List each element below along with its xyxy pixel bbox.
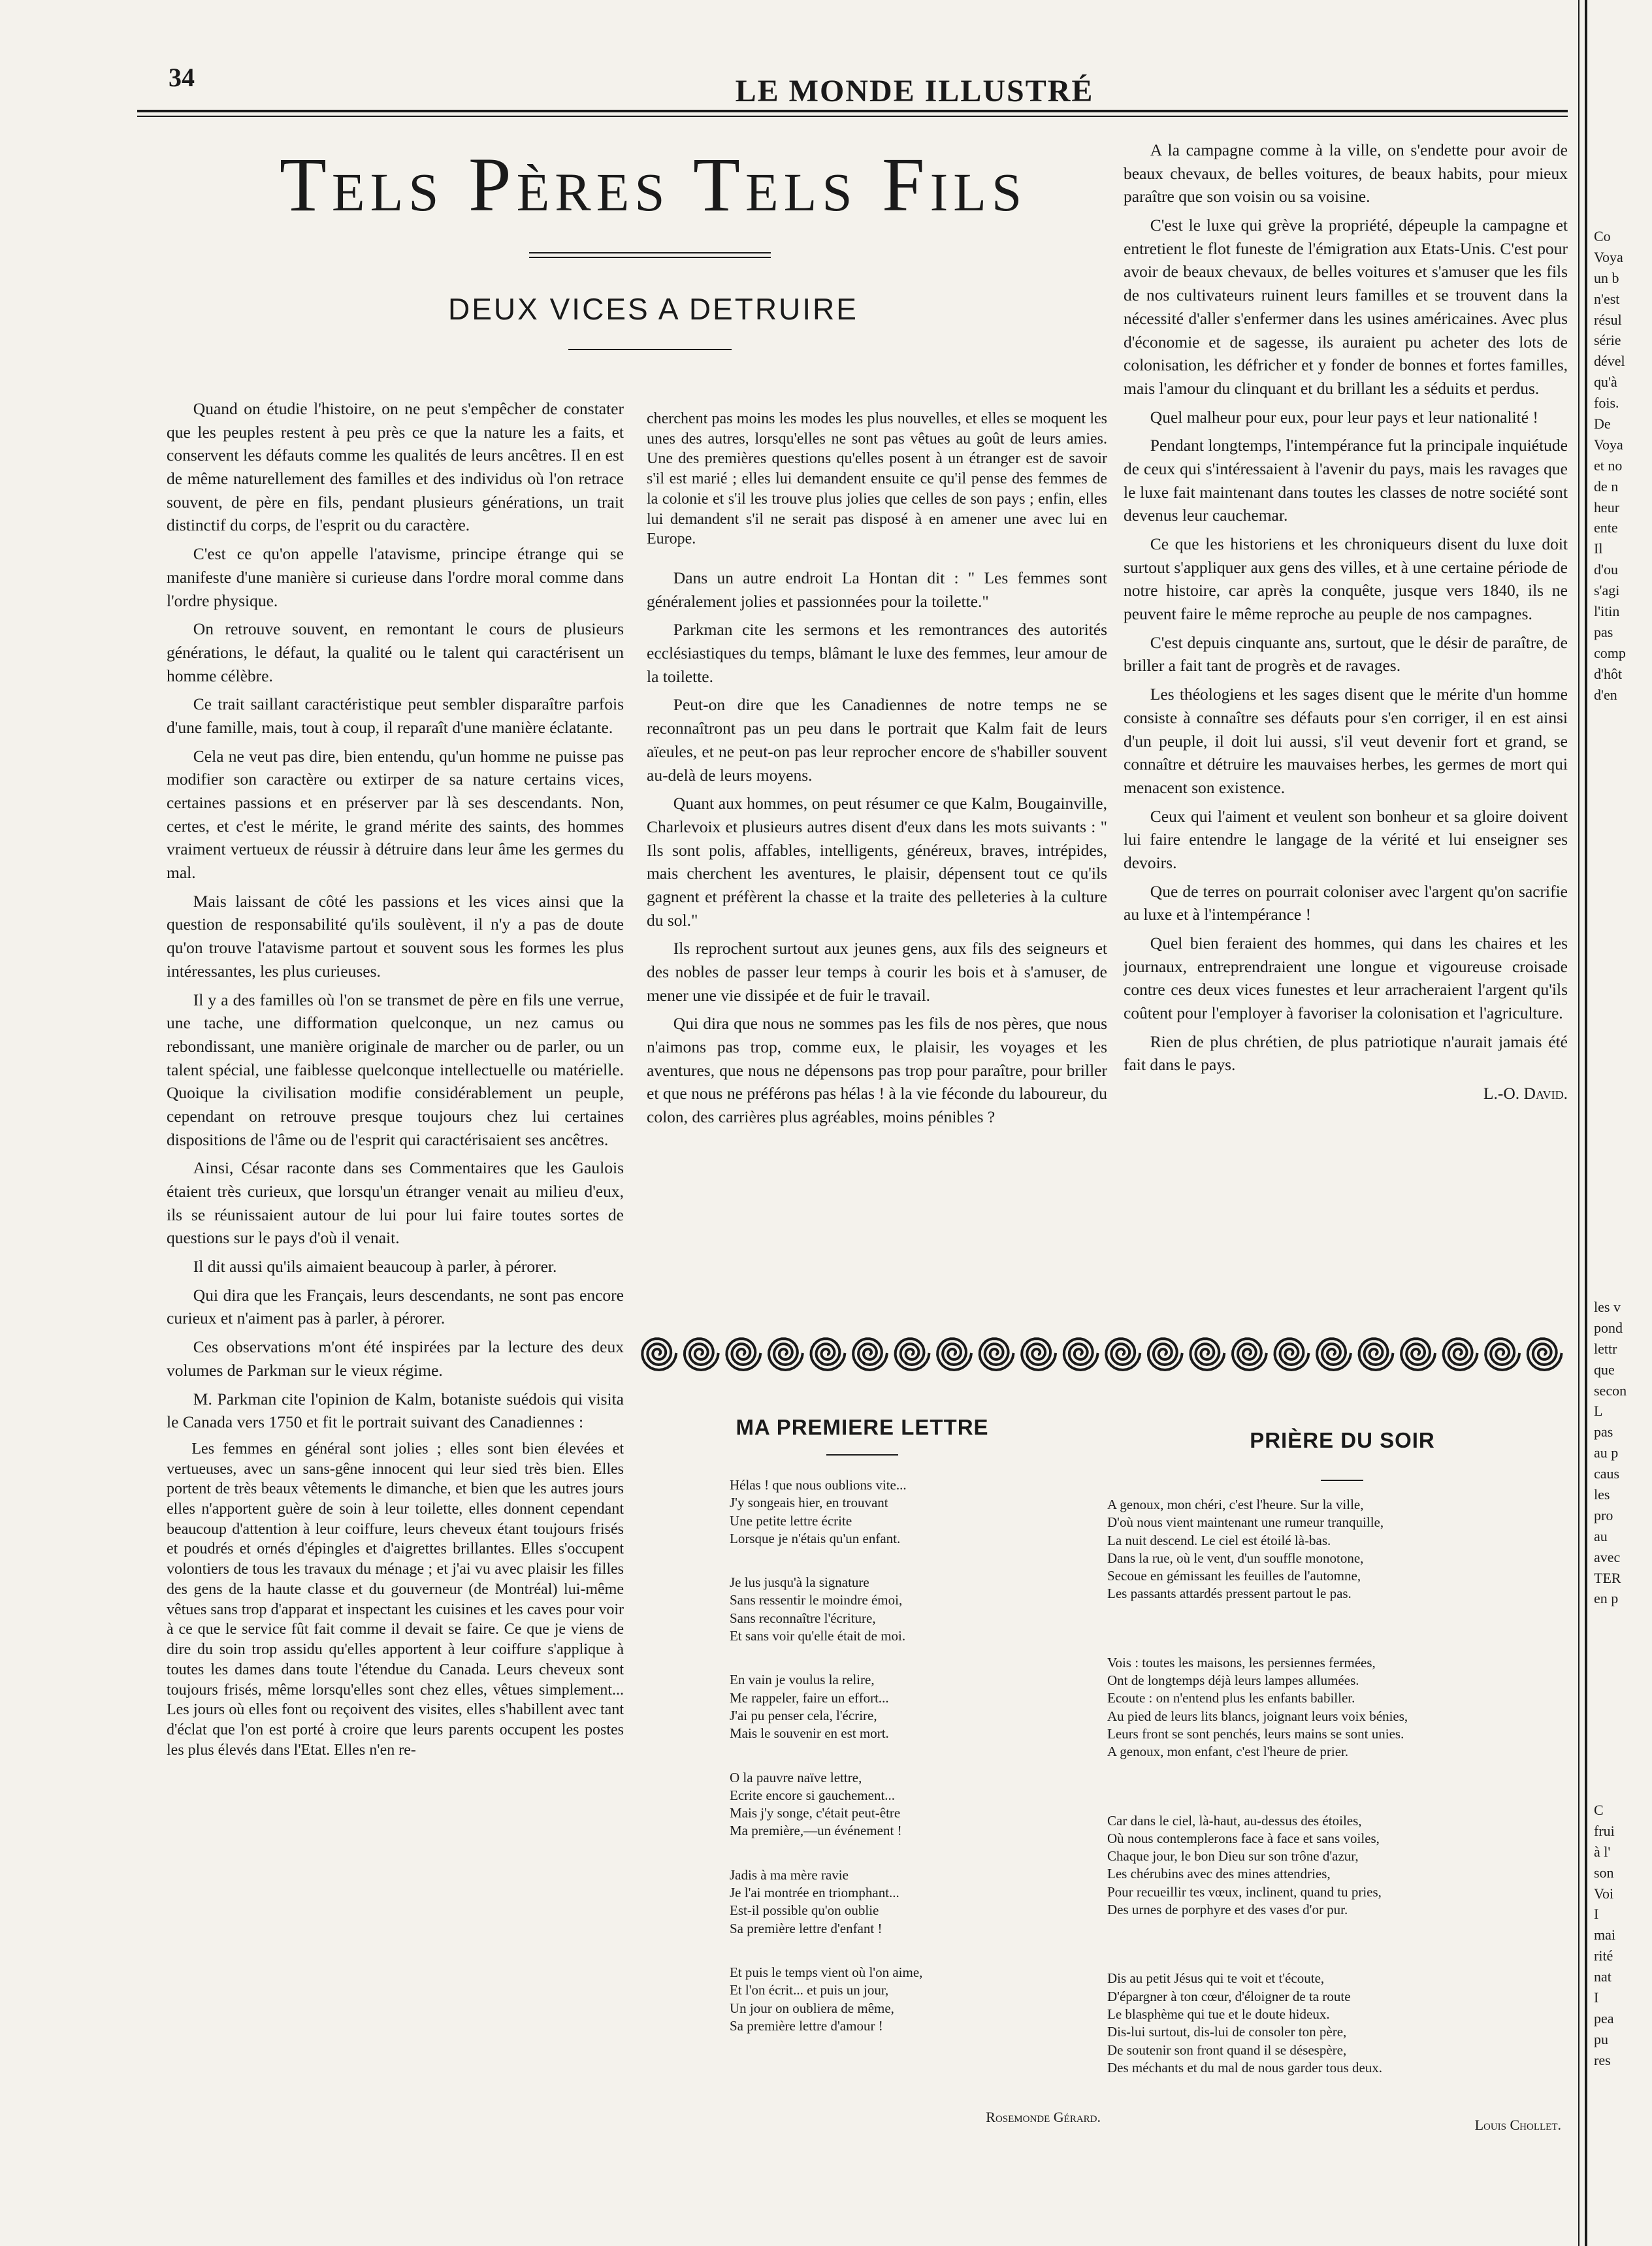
poem-line: Vois : toutes les maisons, les persiennes fermées, bbox=[1107, 1654, 1376, 1670]
poem-stanza bbox=[1107, 1812, 1564, 1919]
poem-line: Hélas ! que nous oublions vite... bbox=[730, 1477, 907, 1493]
edge-text-fragment: L bbox=[1594, 1403, 1603, 1420]
edge-text-fragment: nat bbox=[1594, 1968, 1612, 1985]
paragraph: Peut-on dire que les Canadiennes de notre temps ne se reconnaîtront pas un peu dans le portrait que Kalm fait de leurs aïeules, et ne peut-on pas leur reprocher encore de s'habiller souvent au-delà de leurs moyens. bbox=[647, 695, 1107, 785]
poem-stanza bbox=[730, 1574, 1122, 1645]
edge-text-fragment: Co bbox=[1594, 228, 1611, 244]
edge-text-fragment: De bbox=[1594, 415, 1611, 432]
poem-line: Sa première lettre d'enfant ! bbox=[730, 1920, 883, 1936]
edge-text-fragment: Voya bbox=[1594, 436, 1623, 453]
poem-title-rule bbox=[826, 1454, 898, 1456]
paragraph: Ce trait saillant caractéristique peut sembler disparaître parfois d'une famille, mais, tout à coup, il reparaît d'une manière éclatante. bbox=[167, 694, 624, 737]
spiral-motif bbox=[1528, 1339, 1562, 1370]
spiral-motif bbox=[1233, 1339, 1267, 1370]
poem-line: Une petite lettre écrite bbox=[730, 1512, 852, 1529]
poem-body bbox=[1107, 1496, 1564, 2103]
poem-author: Louis Chollet. bbox=[1474, 2117, 1561, 2133]
edge-text-fragment: pu bbox=[1594, 2030, 1608, 2047]
poem-line: A genoux, mon enfant, c'est l'heure de prier. bbox=[1107, 1744, 1349, 1760]
spiral-motif bbox=[726, 1339, 760, 1370]
edge-text-fragment: Voi bbox=[1594, 1885, 1614, 1902]
poem-line: Sans ressentir le moindre émoi, bbox=[730, 1592, 903, 1608]
edge-text-fragment: d'hôt bbox=[1594, 665, 1623, 682]
paragraph: Cela ne veut pas dire, bien entendu, qu'un homme ne puisse pas modifier son caractère ou extirper de sa nature certains vices, certaines passions et en préserver par là ses descendants. Non, certes, et c'est le mérite, le grand mérite des saints, des hommes vraiment vertueux de réussir à détruire dans leur âme les germes du mal. bbox=[167, 746, 624, 883]
edge-text-fragment: les v bbox=[1594, 1299, 1621, 1315]
paragraph: Quant aux hommes, on peut résumer ce que Kalm, Bougainville, Charlevoix et plusieurs autres disent d'eux dans les mots suivants : " Ils sont polis, affables, intelligents, généreux, braves, intrépides, mais cherchent les aventures, le plaisir, dépensent tout ce qu'ils gagnent et préfèrent la chasse et la traite des pelleteries à la culture du sol." bbox=[647, 794, 1107, 930]
poem-line: Je lus jusqu'à la signature bbox=[730, 1574, 869, 1591]
edge-text-fragment: qu'à bbox=[1594, 374, 1617, 391]
edge-text-fragment: secon bbox=[1594, 1382, 1627, 1399]
paragraph: Ces observations m'ont été inspirées par la lecture des deux volumes de Parkman sur le vieux régime. bbox=[167, 1337, 624, 1380]
paragraph: Qui dira que nous ne sommes pas les fils de nos pères, que nous n'aimons pas trop, comme eux, le plaisir, les voyages et les aventures, que nous ne dépensons pas trop pour paraître, pour briller et que nous ne préférons pas hélas ! à la vie féconde du laboureur, du colon, des carrières plus agréables, moins pénibles ? bbox=[647, 1014, 1107, 1127]
poem-line: Me rappeler, faire un effort... bbox=[730, 1689, 889, 1706]
edge-text-fragment: TER bbox=[1594, 1569, 1621, 1586]
edge-text-fragment: avec bbox=[1594, 1548, 1621, 1565]
poem-line: Les chérubins avec des mines attendries, bbox=[1107, 1866, 1331, 1882]
paragraph: Quand on étudie l'histoire, on ne peut s'empêcher de constater que les peuples restent à peu près ce que la nature les a faits, et conservent les défauts comme les qualités de leurs ancêtres. Il en est de même naturellement des familles et des individus où l'on retrace souvent, de père en fils, pendant plusieurs générations, un trait distinctif du corps, de l'esprit ou du caractère. bbox=[167, 399, 624, 535]
spiral-motif bbox=[769, 1339, 803, 1370]
poem-line: Sans reconnaître l'écriture, bbox=[730, 1610, 876, 1626]
poem-line: D'où nous vient maintenant une rumeur tranquille, bbox=[1107, 1514, 1384, 1531]
paragraph: C'est le luxe qui grève la propriété, dépeuple la campagne et entretient le flot funeste de l'émigration aux Etats-Unis. C'est pour avoir de beaux chevaux, de belles voitures et s'amuser que les fils de nos cultivateurs ruinent leurs familles et se trouvent dans la nécessité d'aller s'enfermer dans les usines américaines. Avec plus d'économie et de sagesse, ils auraient pu acheter des lots de colonisation, les défricher et y fonder de bonnes et fortes familles, mais l'amour du clinquant et du brillant les a séduits et perdus. bbox=[1124, 216, 1568, 398]
edge-text-fragment: fois. bbox=[1594, 395, 1619, 412]
poem-line: En vain je voulus la relire, bbox=[730, 1672, 875, 1688]
spiral-motif bbox=[811, 1339, 845, 1370]
poem-line: Est-il possible qu'on oublie bbox=[730, 1902, 879, 1919]
spiral-motif bbox=[1401, 1339, 1435, 1370]
spiral-motif bbox=[937, 1339, 971, 1370]
edge-text-fragment: frui bbox=[1594, 1822, 1615, 1839]
poem-line: Et sans voir qu'elle était de moi. bbox=[730, 1628, 906, 1644]
poem-title: PRIÈRE DU SOIR bbox=[1250, 1428, 1435, 1452]
poem-line: Car dans le ciel, là-haut, au-dessus des étoiles, bbox=[1107, 1812, 1362, 1829]
edge-text-fragment: C bbox=[1594, 1802, 1604, 1818]
edge-text-fragment: les bbox=[1594, 1486, 1610, 1503]
edge-text-fragment: à l' bbox=[1594, 1843, 1611, 1860]
edge-text-fragment: pea bbox=[1594, 2010, 1614, 2026]
poem-line: A genoux, mon chéri, c'est l'heure. Sur la ville, bbox=[1107, 1497, 1364, 1512]
edge-text-fragment: pro bbox=[1594, 1506, 1613, 1523]
spiral-motif bbox=[1064, 1339, 1098, 1370]
edge-text-fragment: un b bbox=[1594, 269, 1619, 286]
paragraph: Pendant longtemps, l'intempérance fut la principale inquiétude de ceux qui s'intéressaient à l'avenir du pays, mais les ravages que le luxe fait maintenant dans toutes les classes de notre société sont devenus leur cauchemar. bbox=[1124, 436, 1568, 525]
spiral-motif bbox=[1106, 1339, 1140, 1370]
edge-text-fragment: mai bbox=[1594, 1927, 1615, 1944]
poem-line: Je l'ai montrée en triomphant... bbox=[730, 1885, 899, 1901]
paragraph: On retrouve souvent, en remontant le cours de plusieurs générations, le défaut, la qualité ou le talent qui caractérisent un homme célèbre. bbox=[167, 619, 624, 685]
paragraph: Parkman cite les sermons et les remontrances des autorités ecclésiastiques du temps, blâmant le luxe des femmes, leur amour de la toilette. bbox=[647, 620, 1107, 686]
poem-line: Ont de longtemps déjà leurs lampes allumées. bbox=[1107, 1672, 1359, 1689]
poem-line: Dans la rue, où le vent, d'un souffle monotone, bbox=[1107, 1550, 1364, 1566]
spiral-ornament-band bbox=[637, 1330, 1564, 1376]
poem-body bbox=[730, 1476, 1122, 2061]
poem-line: Le blasphème qui tue et le doute hideux. bbox=[1107, 2006, 1330, 2022]
poem-line: Des méchants et du mal de nous garder tous deux. bbox=[1107, 2059, 1383, 2075]
poem-title: MA PREMIERE LETTRE bbox=[736, 1415, 989, 1439]
paragraph: Rien de plus chrétien, de plus patriotique n'aurait jamais été fait dans le pays. bbox=[1124, 1032, 1568, 1075]
block-quote: Les femmes en général sont jolies ; elles sont bien élevées et vertueuses, avec un sans-gêne innocent qui leur sied très bien. Elles portent de très beaux vêtements le dimanche, et bien que les autres jours elles n'apportent guère de soin à leur toilette, elles donnent cependant beaucoup d'attention à leur coiffure, leurs cheveux étant toujours frisés et poudrés et ornés d'épingles et d'aigrettes brillantes. Elles s'occupent volontiers de tous les travaux du ménage ; et j'ai vu avec plaisir les filles des gens de la haute classe et du gouverneur (de Montréal) lui-même vêtues sans trop d'apparat et inspectant les cuisines et les caves pour voir à ce que le service fût fait comme il devait se faire. Ce que je viens de dire du soin trop assidu qu'elles apportent à leur coiffure s'applique à toutes les dames dans toute l'étendue du Canada. Leurs cheveux sont toujours frisés, même lorsqu'elles sont chez elles, vêtues simplement... Les jours où elles font ou reçoivent des visites, elles s'habillent avec tant d'éclat que l'on est porté à croire que leurs parents occupent les postes les plus élevés dans l'Etat. Elles n'en re- bbox=[167, 1440, 624, 1759]
paragraph: Il dit aussi qu'ils aimaient beaucoup à parler, à pérorer. bbox=[193, 1257, 557, 1277]
header-rule-thin bbox=[137, 116, 1568, 117]
poem-line: Ecrite encore si gauchement... bbox=[730, 1787, 896, 1803]
paragraph: M. Parkman cite l'opinion de Kalm, botaniste suédois qui visita le Canada vers 1750 et fit le portrait suivant des Canadiennes : bbox=[167, 1389, 624, 1432]
paragraph: Qui dira que les Français, leurs descendants, ne sont pas encore curieux et n'aiment pas à parler, à pérorer. bbox=[167, 1285, 624, 1328]
poem-line: Jadis à ma mère ravie bbox=[730, 1866, 849, 1883]
edge-text-fragment: pond bbox=[1594, 1319, 1623, 1336]
paragraph: Les théologiens et les sages disent que le mérite d'un homme consiste à connaître ses défauts pour s'en corriger, il en est ainsi d'un peuple, il doit lui aussi, s'il veut devenir fort et grand, se connaître et détruire les mauvaises herbes, les germes de mort qui menacent son existence. bbox=[1124, 685, 1568, 797]
article-title: Tels Pères Tels Fils bbox=[279, 142, 1028, 227]
article-signature: L.-O. David. bbox=[1483, 1084, 1568, 1103]
spiral-motif bbox=[1317, 1339, 1351, 1370]
poem-line: Ma première,—un événement ! bbox=[730, 1823, 902, 1839]
article-column-2 bbox=[647, 409, 1107, 1134]
poem-line: Mais le souvenir en est mort. bbox=[730, 1725, 889, 1742]
poem-line: D'épargner à ton cœur, d'éloigner de ta route bbox=[1107, 1988, 1351, 2004]
paragraph: Que de terres on pourrait coloniser avec l'argent qu'on sacrifie au luxe et à l'intempérance ! bbox=[1124, 881, 1568, 924]
edge-text-fragment: res bbox=[1594, 2051, 1611, 2068]
block-quote: cherchent pas moins les modes les plus nouvelles, et elles se moquent les unes des autres, lorsqu'elles ne sont pas vêtues au goût de leurs amies. Une des premières questions qu'elles posent à un étranger est de savoir s'il est marié ; elles lui demandent ensuite ce qu'il pense des femmes de la colonie et s'il les trouve plus jolies que celles de son pays ; enfin, elles lui demandent s'il ne serait pas disposé à en amener une avec lui en Europe. bbox=[647, 410, 1107, 548]
paragraph: Ainsi, César raconte dans ses Commentaires que les Gaulois étaient très curieux, que lorsqu'un étranger venait au milieu d'eux, ils se réunissaient autour de lui pour lui faire toutes sortes de questions sur le pays d'où il venait. bbox=[167, 1158, 624, 1248]
poem-line: Pour recueillir tes vœux, inclinent, quand tu pries, bbox=[1107, 1883, 1382, 1900]
edge-text-fragment: d'ou bbox=[1594, 561, 1618, 578]
poem-line: Où nous contemplerons face à face et sans voiles, bbox=[1107, 1830, 1380, 1846]
edge-text-fragment: d'en bbox=[1594, 686, 1617, 703]
article-subtitle: DEUX VICES A DETRUIRE bbox=[448, 292, 858, 326]
edge-text-fragment: au p bbox=[1594, 1444, 1619, 1461]
poem-line: J'y songeais hier, en trouvant bbox=[730, 1495, 888, 1511]
edge-text-fragment: I bbox=[1594, 1906, 1599, 1923]
poem-line: Secoue en gémissant les feuilles de l'automne, bbox=[1107, 1568, 1361, 1584]
poem-line: Et puis le temps vient où l'on aime, bbox=[730, 1964, 923, 1980]
poem-author: Rosemonde Gérard. bbox=[986, 2109, 1101, 2125]
column-divider bbox=[1585, 0, 1587, 2246]
edge-column-fragment bbox=[1594, 1297, 1652, 1609]
poem-stanza bbox=[730, 1671, 1122, 1742]
edge-text-fragment: s'agi bbox=[1594, 582, 1620, 599]
spiral-motif bbox=[1022, 1339, 1056, 1370]
poem-stanza bbox=[730, 1769, 1122, 1840]
edge-text-fragment: pas bbox=[1594, 1424, 1613, 1440]
poem-line: Dis-lui surtout, dis-lui de consoler ton père, bbox=[1107, 2024, 1347, 2040]
poem-line: Mais j'y songe, c'était peut-être bbox=[730, 1805, 901, 1821]
poem-line: Et l'on écrit... et puis un jour, bbox=[730, 1982, 889, 1998]
paragraph: Quel bien feraient des hommes, qui dans les chaires et les journaux, entreprendraient une longue et vigoureuse croisade contre ces deux vices funestes et leur arracheraient l'argent qu'ils coûtent pour l'employer à favoriser la colonisation et l'agriculture. bbox=[1124, 934, 1568, 1023]
edge-text-fragment: et no bbox=[1594, 457, 1623, 474]
edge-text-fragment: rité bbox=[1594, 1947, 1613, 1964]
paragraph: Ils reprochent surtout aux jeunes gens, aux fils des seigneurs et des nobles de passer leur temps à courir les bois et à s'amuser, de mener une vie dissipée et de fuir le travail. bbox=[647, 939, 1107, 1005]
edge-text-fragment: ente bbox=[1594, 519, 1618, 536]
poem-line: De soutenir son front quand il se désespère, bbox=[1107, 2042, 1347, 2058]
title-rule-thin bbox=[529, 257, 771, 258]
poem-stanza bbox=[730, 1866, 1122, 1938]
paragraph: Dans un autre endroit La Hontan dit : " Les femmes sont généralement jolies et passionnées pour la toilette." bbox=[647, 568, 1107, 611]
poem-line: La nuit descend. Le ciel est étoilé là-bas. bbox=[1107, 1532, 1331, 1548]
poem-stanza bbox=[730, 1476, 1122, 1548]
paragraph: A la campagne comme à la ville, on s'endette pour avoir de beaux chevaux, de belles voitures, de beaux habits, pour mieux paraître que son voisin ou sa voisine. bbox=[1124, 140, 1568, 206]
spiral-motif bbox=[1485, 1339, 1519, 1370]
edge-text-fragment: Voya bbox=[1594, 248, 1623, 265]
spiral-motif bbox=[1190, 1339, 1224, 1370]
poem-stanza bbox=[1107, 1970, 1564, 2077]
poem-stanza bbox=[1107, 1654, 1564, 1761]
edge-text-fragment: comp bbox=[1594, 644, 1626, 661]
edge-column-fragment bbox=[1594, 1800, 1652, 2071]
spiral-motif bbox=[896, 1339, 930, 1370]
title-rule bbox=[529, 252, 771, 253]
edge-text-fragment: heur bbox=[1594, 498, 1620, 515]
edge-text-fragment: pas bbox=[1594, 623, 1613, 640]
spiral-motif bbox=[980, 1339, 1014, 1370]
edge-text-fragment: n'est bbox=[1594, 290, 1620, 307]
spiral-motif bbox=[685, 1339, 719, 1370]
spiral-motif bbox=[853, 1339, 887, 1370]
poem-line: Un jour on oubliera de même, bbox=[730, 2000, 894, 2016]
spiral-motif bbox=[642, 1339, 676, 1370]
poem-line: O la pauvre naïve lettre, bbox=[730, 1769, 862, 1785]
paragraph: Quel malheur pour eux, pour leur pays et leur nationalité ! bbox=[1150, 407, 1538, 427]
paragraph: Il y a des familles où l'on se transmet de père en fils une verrue, une tache, une difformation quelconque, un nez camus ou rebondissant, une manière originale de marcher ou de parler, ou un talent spécial, une faiblesse quelconque intellectuelle ou matérielle. Quoique la civilisation modifie considérablement un peuple, cependant on retrouve presque toujours chez lui certaines dispositions de l'âme ou de l'esprit qui caractérisaient ses ancêtres. bbox=[167, 990, 624, 1149]
spiral-motif bbox=[1444, 1339, 1478, 1370]
page-number: 34 bbox=[169, 63, 195, 92]
edge-text-fragment: son bbox=[1594, 1864, 1614, 1881]
poem-title-rule bbox=[1321, 1480, 1363, 1481]
spiral-motif bbox=[1359, 1339, 1393, 1370]
paragraph: C'est ce qu'on appelle l'atavisme, principe étrange qui se manifeste d'une manière si curieuse dans l'ordre moral comme dans l'ordre physique. bbox=[167, 544, 624, 610]
edge-text-fragment: l'itin bbox=[1594, 603, 1620, 620]
poem-line: Des urnes de porphyre et des vases d'or pur. bbox=[1107, 1902, 1348, 1918]
spiral-motif bbox=[1275, 1339, 1309, 1370]
edge-text-fragment: caus bbox=[1594, 1465, 1620, 1482]
edge-text-fragment: que bbox=[1594, 1361, 1615, 1378]
poem-line: Chaque jour, le bon Dieu sur son trône d'azur, bbox=[1107, 1848, 1359, 1864]
subtitle-rule bbox=[568, 349, 732, 350]
poem-line: Ecoute : on n'entend plus les enfants babiller. bbox=[1107, 1690, 1355, 1706]
edge-text-fragment: I bbox=[1594, 1989, 1599, 2006]
header-rule bbox=[137, 110, 1568, 112]
edge-column-fragment bbox=[1594, 226, 1652, 705]
poem-line: J'ai pu penser cela, l'écrire, bbox=[730, 1707, 877, 1723]
edge-text-fragment: résul bbox=[1594, 311, 1622, 328]
paragraph: Mais laissant de côté les passions et les vices ainsi que la question de responsabilité qu'ils soulèvent, il n'y a pas de doute qu'on trouve l'atavisme partout et souvent sous les formes les plus intéressantes, les plus curieuses. bbox=[167, 891, 624, 981]
paragraph: Ceux qui l'aiment et veulent son bonheur et sa gloire doivent lui faire entendre le langage de la vérité et lui enseigner ses devoirs. bbox=[1124, 806, 1568, 872]
poem-stanza bbox=[730, 1964, 1122, 2035]
poem-stanza bbox=[1107, 1496, 1564, 1603]
paragraph: C'est depuis cinquante ans, surtout, que le désir de paraître, de briller a fait tant de progrès et de ravages. bbox=[1124, 632, 1568, 675]
edge-text-fragment: Il bbox=[1594, 540, 1603, 557]
column-divider-thin bbox=[1578, 0, 1579, 2246]
poem-line: Lorsque je n'étais qu'un enfant. bbox=[730, 1530, 901, 1546]
poem-line: Au pied de leurs lits blancs, joignant leurs voix bénies, bbox=[1107, 1708, 1408, 1724]
edge-text-fragment: en p bbox=[1594, 1590, 1619, 1607]
edge-text-fragment: dével bbox=[1594, 353, 1625, 370]
edge-text-fragment: de n bbox=[1594, 478, 1619, 495]
spiral-motif bbox=[1148, 1339, 1182, 1370]
poem-line: Dis au petit Jésus qui te voit et t'écoute, bbox=[1107, 1970, 1325, 1987]
edge-text-fragment: lettr bbox=[1594, 1340, 1617, 1357]
paragraph: Ce que les historiens et les chroniqueurs disent du luxe doit surtout s'appliquer aux gens des villes, et à une certaine période de notre histoire, car après la conquête, jusque vers 1840, ils ne peuvent faire le même reproche au peuple de nos campagnes. bbox=[1124, 534, 1568, 624]
article-column-1 bbox=[167, 397, 624, 1765]
masthead: LE MONDE ILLUSTRÉ bbox=[735, 74, 1094, 108]
edge-text-fragment: série bbox=[1594, 332, 1621, 349]
poem-line: Les passants attardés pressent partout le pas. bbox=[1107, 1586, 1352, 1602]
poem-line: Sa première lettre d'amour ! bbox=[730, 2017, 883, 2034]
article-column-3 bbox=[1124, 138, 1568, 1111]
edge-text-fragment: au bbox=[1594, 1527, 1608, 1544]
poem-line: Leurs front se sont penchés, leurs mains se sont unies. bbox=[1107, 1725, 1404, 1742]
